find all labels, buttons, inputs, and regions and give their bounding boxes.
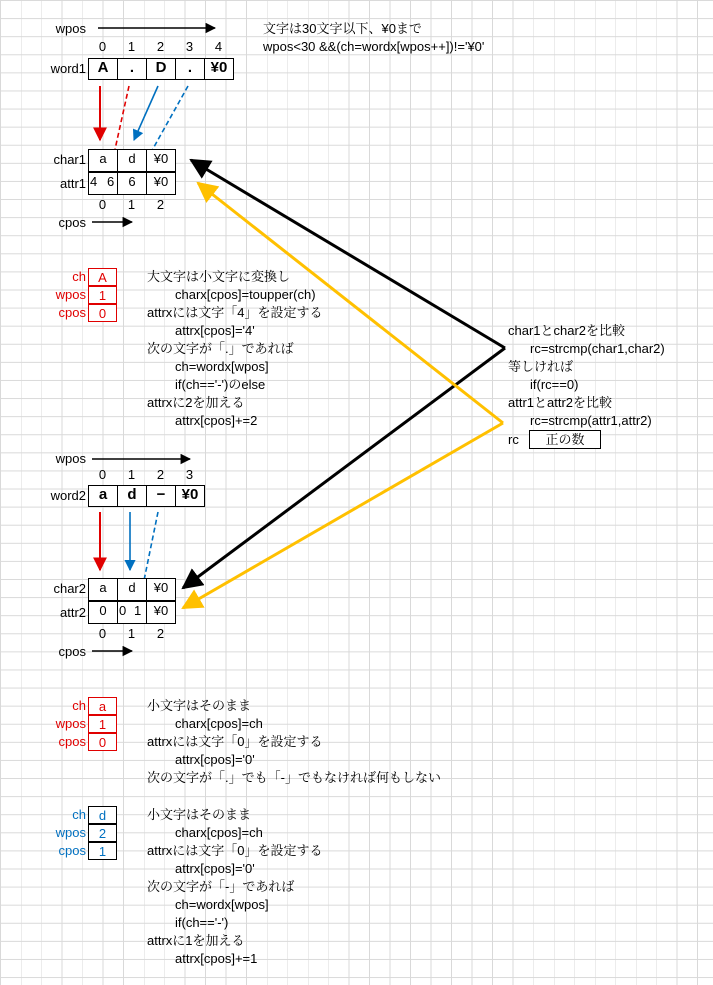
state2-line: charx[cpos]=ch bbox=[175, 716, 263, 731]
state2-line: 小文字はそのまま bbox=[147, 698, 252, 713]
state2-ch-label: ch bbox=[72, 698, 86, 713]
state3-line: 次の文字が「-」であれば bbox=[147, 879, 295, 894]
word1-cell: D bbox=[146, 58, 176, 80]
state3-wpos-value: 2 bbox=[88, 824, 117, 842]
word1-cell: A bbox=[88, 58, 118, 80]
state1-ch-value: A bbox=[88, 268, 117, 286]
yellow-arrow-to-attr2 bbox=[183, 423, 503, 608]
word2-index: 2 bbox=[156, 467, 165, 482]
word1-cell: . bbox=[175, 58, 205, 80]
compare-line: char1とchar2を比較 bbox=[508, 323, 626, 338]
state1-line: attrxに2を加える bbox=[147, 395, 245, 410]
wpos-label-top: wpos bbox=[55, 21, 86, 36]
attr2-old-value: 0 bbox=[119, 603, 127, 618]
note-wpos-condition: wpos<30 &&(ch=wordx[wpos++])!='¥0' bbox=[263, 39, 485, 54]
state3-ch-value: d bbox=[88, 806, 117, 824]
compare-line: if(rc==0) bbox=[530, 377, 579, 392]
char2-index: 1 bbox=[127, 626, 136, 641]
word1-label: word1 bbox=[50, 61, 86, 76]
state3-line: charx[cpos]=ch bbox=[175, 825, 263, 840]
attr1-new-value: 6 bbox=[107, 174, 115, 189]
word1-cell: . bbox=[117, 58, 147, 80]
state2-line: attrxには文字「0」を設定する bbox=[147, 734, 323, 749]
char1-cell: d bbox=[117, 149, 147, 172]
attr2-label: attr2 bbox=[59, 605, 86, 620]
blue-arrow-solid-1 bbox=[134, 86, 158, 140]
char2-label: char2 bbox=[53, 581, 86, 596]
word2-cell: − bbox=[146, 485, 176, 507]
state1-line: 次の文字が「.」であれば bbox=[147, 341, 294, 356]
state1-wpos-value: 1 bbox=[88, 286, 117, 304]
state3-line: ch=wordx[wpos] bbox=[175, 897, 269, 912]
char1-index: 1 bbox=[127, 197, 136, 212]
state1-ch-label: ch bbox=[72, 269, 86, 284]
word2-cell: d bbox=[117, 485, 147, 507]
word2-label: word2 bbox=[50, 488, 86, 503]
attr2-cell bbox=[117, 601, 147, 624]
compare-line: rc=strcmp(char1,char2) bbox=[530, 341, 665, 356]
state2-cpos-label: cpos bbox=[58, 734, 86, 749]
state2-ch-value: a bbox=[88, 697, 117, 715]
word2-cell: a bbox=[88, 485, 118, 507]
state1-line: attrxには文字「4」を設定する bbox=[147, 305, 323, 320]
state3-ch-label: ch bbox=[72, 807, 86, 822]
compare-line: attr1とattr2を比較 bbox=[508, 395, 613, 410]
word1-cell: ¥0 bbox=[204, 58, 234, 80]
word2-index: 1 bbox=[127, 467, 136, 482]
char1-index: 2 bbox=[156, 197, 165, 212]
state3-line: attrxには文字「0」を設定する bbox=[147, 843, 323, 858]
cpos-label-top: cpos bbox=[58, 215, 86, 230]
attr1-label: attr1 bbox=[59, 176, 86, 191]
attr2-cell: 0 bbox=[88, 601, 118, 624]
word2-index: 3 bbox=[185, 467, 194, 482]
char1-index: 0 bbox=[98, 197, 107, 212]
char2-index: 2 bbox=[156, 626, 165, 641]
char1-cell: ¥0 bbox=[146, 149, 176, 172]
word2-index: 0 bbox=[98, 467, 107, 482]
attr1-cell bbox=[88, 172, 118, 195]
word1-index: 3 bbox=[185, 39, 194, 54]
state3-line: if(ch=='-') bbox=[175, 915, 229, 930]
attr2-new-value: 1 bbox=[134, 603, 142, 618]
state1-line: 大文字は小文字に変換し bbox=[147, 269, 291, 284]
state2-line: 次の文字が「.」でも「-」でもなければ何もしない bbox=[147, 770, 441, 785]
state3-line: attrxに1を加える bbox=[147, 933, 245, 948]
state2-wpos-value: 1 bbox=[88, 715, 117, 733]
state2-wpos-label: wpos bbox=[55, 716, 86, 731]
char2-cell: a bbox=[88, 578, 118, 601]
char1-cell: a bbox=[88, 149, 118, 172]
wpos-label-mid: wpos bbox=[55, 451, 86, 466]
state2-line: attrx[cpos]='0' bbox=[175, 752, 255, 767]
attr1-cell: 6 bbox=[117, 172, 147, 195]
rc-value: 正の数 bbox=[529, 430, 601, 449]
state1-line: attrx[cpos]+=2 bbox=[175, 413, 258, 428]
state1-line: ch=wordx[wpos] bbox=[175, 359, 269, 374]
state3-wpos-label: wpos bbox=[55, 825, 86, 840]
note-30-chars: 文字は30文字以下、¥0まで bbox=[263, 21, 422, 36]
word1-index: 1 bbox=[127, 39, 136, 54]
state3-cpos-label: cpos bbox=[58, 843, 86, 858]
state3-line: 小文字はそのまま bbox=[147, 807, 252, 822]
state3-line: attrx[cpos]+=1 bbox=[175, 951, 258, 966]
state1-cpos-value: 0 bbox=[88, 304, 117, 322]
state2-cpos-value: 0 bbox=[88, 733, 117, 751]
state3-line: attrx[cpos]='0' bbox=[175, 861, 255, 876]
word1-index: 2 bbox=[156, 39, 165, 54]
word1-index: 4 bbox=[214, 39, 223, 54]
state1-wpos-label: wpos bbox=[55, 287, 86, 302]
char2-cell: ¥0 bbox=[146, 578, 176, 601]
char2-cell: d bbox=[117, 578, 147, 601]
rc-label: rc bbox=[508, 432, 519, 447]
attr2-cell: ¥0 bbox=[146, 601, 176, 624]
state1-line: attrx[cpos]='4' bbox=[175, 323, 255, 338]
cpos-label-mid: cpos bbox=[58, 644, 86, 659]
attr1-old-value: 4 bbox=[90, 174, 98, 189]
char2-index: 0 bbox=[98, 626, 107, 641]
attr1-cell: ¥0 bbox=[146, 172, 176, 195]
state1-line: charx[cpos]=toupper(ch) bbox=[175, 287, 316, 302]
word1-index: 0 bbox=[98, 39, 107, 54]
state3-cpos-value: 1 bbox=[88, 842, 117, 860]
char1-label: char1 bbox=[53, 152, 86, 167]
compare-line: rc=strcmp(attr1,attr2) bbox=[530, 413, 652, 428]
compare-line: 等しければ bbox=[508, 359, 574, 374]
state1-cpos-label: cpos bbox=[58, 305, 86, 320]
state1-line: if(ch=='-')のelse bbox=[175, 377, 266, 392]
word2-cell: ¥0 bbox=[175, 485, 205, 507]
